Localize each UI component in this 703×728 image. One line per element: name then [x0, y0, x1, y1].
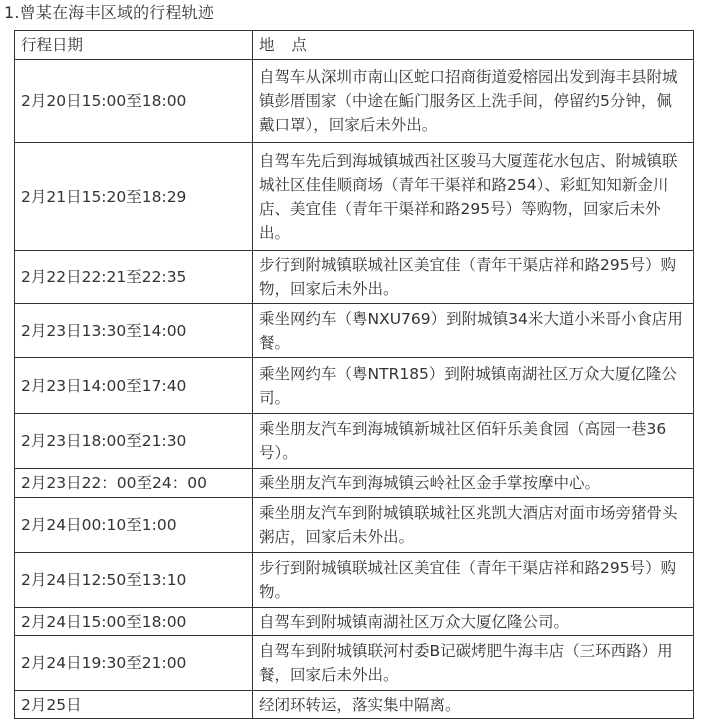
row-place: 步行到附城镇联城社区美宜佳（青年干渠店祥和路295号）购物，回家后未外出。: [253, 251, 694, 304]
row-place: 自驾车先后到海城镇城西社区骏马大厦莲花水包店、附城镇联城社区佳佳顺商场（青年干渠祥和路254）、彩虹知知新金川店、美宜佳（青年干渠祥和路295号）等购物，回家后未外出。: [253, 143, 694, 251]
row-place: 经闭环转运，落实集中隔离。: [253, 691, 694, 719]
row-place: 乘坐网约车（粤NXU769）到附城镇34米大道小米哥小食店用餐。: [253, 304, 694, 358]
table-row: [15, 143, 694, 251]
row-date: 2月24日12:50至13:10: [15, 553, 253, 608]
row-place: 乘坐网约车（粤NTR185）到附城镇南湖社区万众大厦亿隆公司。: [253, 358, 694, 414]
table-row: [15, 60, 694, 143]
table-header-row: [15, 31, 694, 60]
table-row: [15, 469, 694, 498]
table-row: [15, 553, 694, 608]
row-place: 自驾车到附城镇南湖社区万众大厦亿隆公司。: [253, 608, 694, 636]
row-place: 乘坐朋友汽车到附城镇联城社区兆凯大酒店对面市场旁猪骨头粥店，回家后未外出。: [253, 498, 694, 553]
row-date: 2月22日22:21至22:35: [15, 251, 253, 304]
table-row: [15, 358, 694, 414]
row-place: 乘坐朋友汽车到海城镇云岭社区金手掌按摩中心。: [253, 469, 694, 498]
table-row: [15, 636, 694, 691]
row-date: 2月23日13:30至14:00: [15, 304, 253, 358]
row-date: 2月23日18:00至21:30: [15, 414, 253, 469]
table-row: [15, 691, 694, 719]
row-place: 步行到附城镇联城社区美宜佳（青年干渠店祥和路295号）购物。: [253, 553, 694, 608]
table-row: [15, 414, 694, 469]
header-date: 行程日期: [15, 31, 253, 60]
row-place: 自驾车从深圳市南山区蛇口招商街道爱榕园出发到海丰县附城镇彭厝围家（中途在鮜门服务区上洗手间，停留约5分钟，佩戴口罩），回家后未外出。: [253, 60, 694, 143]
table-row: [15, 498, 694, 553]
row-date: 2月25日: [15, 691, 253, 719]
table-row: [15, 251, 694, 304]
header-place: 地 点: [253, 31, 694, 60]
row-date: 2月24日15:00至18:00: [15, 608, 253, 636]
table-row: [15, 304, 694, 358]
row-place: 自驾车到附城镇联河村委B记碳烤肥牛海丰店（三环西路）用餐，回家后未外出。: [253, 636, 694, 691]
row-date: 2月21日15:20至18:29: [15, 143, 253, 251]
row-date: 2月24日00:10至1:00: [15, 498, 253, 553]
itinerary-table: [14, 30, 694, 719]
row-date: 2月23日14:00至17:40: [15, 358, 253, 414]
row-date: 2月23日22：00至24：00: [15, 469, 253, 498]
row-place: 乘坐朋友汽车到海城镇新城社区佰轩乐美食园（高园一巷36号）。: [253, 414, 694, 469]
row-date: 2月20日15:00至18:00: [15, 60, 253, 143]
section-heading: 1.曾某在海丰区域的行程轨迹: [4, 3, 215, 22]
table-row: [15, 608, 694, 636]
row-date: 2月24日19:30至21:00: [15, 636, 253, 691]
